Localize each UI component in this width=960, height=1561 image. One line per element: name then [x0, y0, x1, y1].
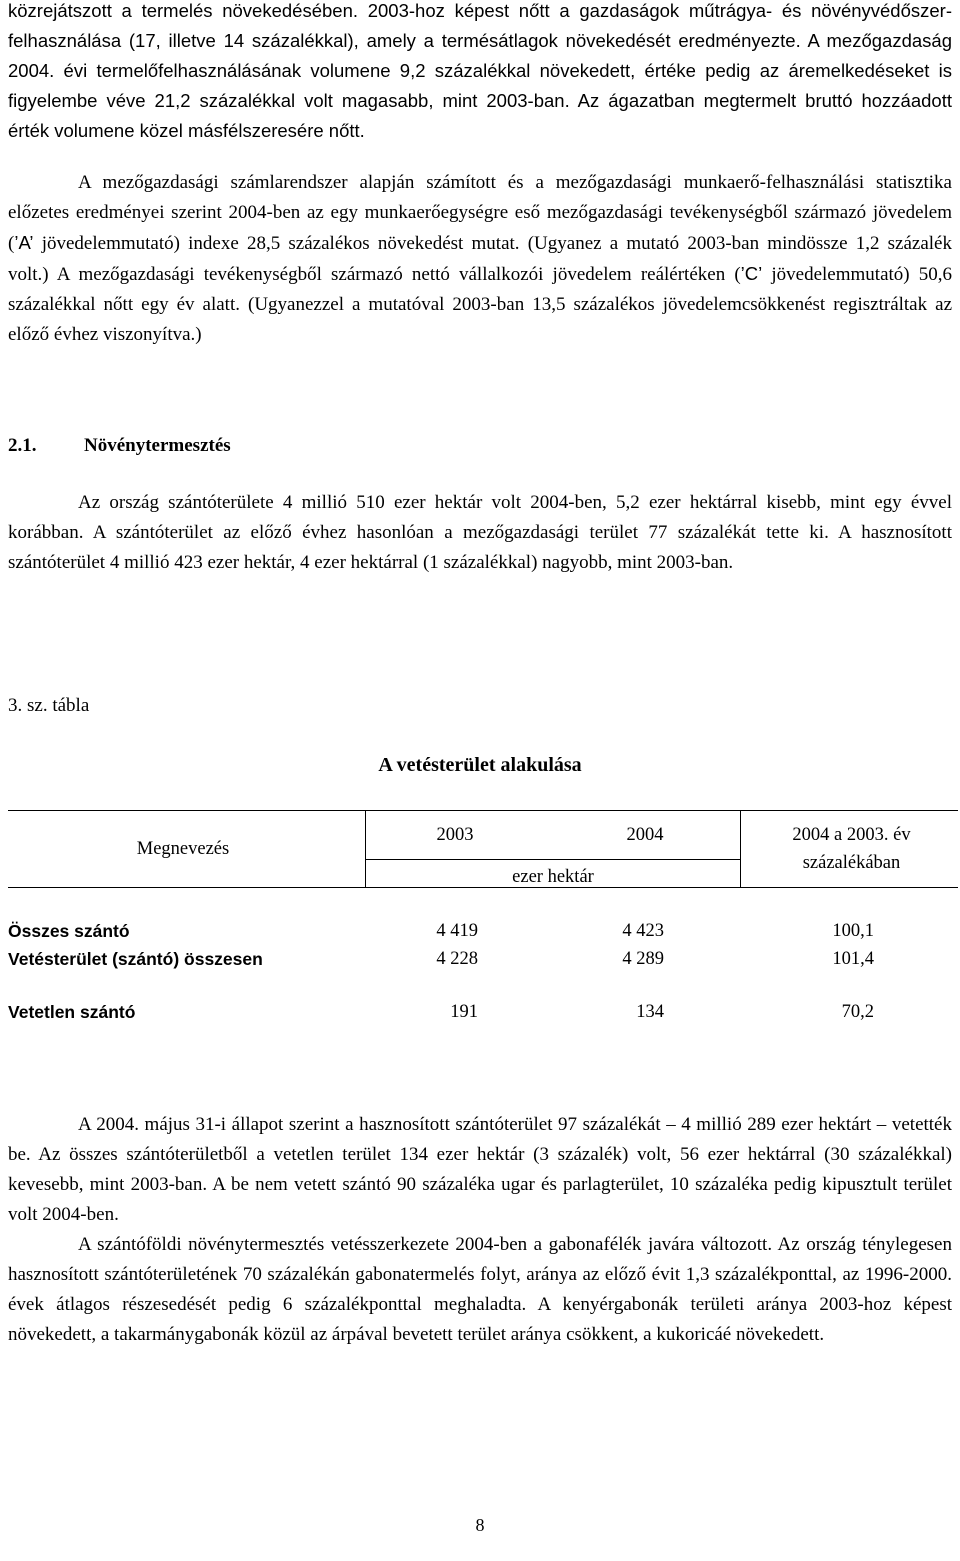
section-heading: [8, 432, 231, 460]
section-number: 2.1.: [8, 435, 37, 456]
paragraph-crop-structure: [8, 1230, 952, 1350]
row-unsown-2004: 134: [636, 1002, 664, 1022]
row-total-arable-2003: 4 419: [436, 921, 478, 941]
row-sown-area-2003: 4 228: [436, 949, 478, 969]
header-unit: ezer hektár: [512, 867, 594, 887]
row-total-arable-pct: 100,1: [832, 921, 874, 941]
header-2003: 2003: [436, 825, 474, 845]
paragraph-income: [8, 168, 952, 350]
row-sown-area-2004: 4 289: [622, 949, 664, 969]
row-sown-area-pct: 101,4: [832, 949, 874, 969]
table-unit-rule: [366, 859, 740, 860]
row-total-arable-label: Összes szántó: [8, 921, 130, 941]
row-unsown-label: Vetetlen szántó: [8, 1002, 136, 1022]
paragraph-crop-structure-text: A szántóföldi növénytermesztés vetésszerkezete 2004-ben a gabonafélék javára változott. Az ország ténylegesen hasznosított szántóterületének 70 százalékán gabonatermelés folyt, aránya az előző évit 1,3 százalékponttal, az 1996-2000. évek átlagos részesedését pedig 6 százalékponttal meghaladta. A kenyérgabonák területi aránya 2003-hoz képest növekedett, a takarmánygabonák közül az árpával bevetett terület aránya csökkent, a kukoricáé növekedett.: [8, 1234, 952, 1345]
paragraph-sown-status-text: A 2004. május 31-i állapot szerint a hasznosított szántóterület 97 százalékát – 4 millió 289 ezer hektárt – vetették be. Az összes szántóterületből a vetetlen terület 134 ezer hektár (3 százalék) volt, 56 ezer hektárral (30 százalékkal) kevesebb, mint 2003-ban. A be nem vetett szántó 90 százaléka ugar és parlagterület, 10 százaléka pedig kipusztult terület volt 2004-ben.: [8, 1114, 952, 1225]
header-pct-line2: százalékában: [802, 853, 901, 873]
table-top-rule: [8, 810, 958, 811]
header-2004: 2004: [626, 825, 664, 845]
section-title: Növénytermesztés: [84, 435, 231, 456]
paragraph-arable-land-text: Az ország szántóterülete 4 millió 510 ezer hektár volt 2004-ben, 5,2 ezer hektárral kisebb, mint egy évvel korábban. A szántóterület az előző évhez hasonlóan a mezőgazdasági terület 77 százalékát tette ki. A hasznosított szántóterület 4 millió 423 ezer hektár, 4 ezer hektárral (1 százalékkal) nagyobb, mint 2003-ban.: [8, 492, 952, 573]
table-divider-right: [740, 810, 741, 888]
header-name: Megnevezés: [136, 839, 230, 859]
paragraph-sown-status: [8, 1110, 952, 1230]
paragraph-intro: [8, 0, 952, 146]
indicator-c-label: ’C’: [740, 263, 763, 284]
table-title: A vetésterület alakulása: [378, 754, 582, 776]
header-pct-line1: 2004 a 2003. év: [792, 825, 911, 845]
paragraph-arable-land: [8, 488, 952, 578]
row-sown-area-label: Vetésterület (szántó) összesen: [8, 949, 263, 969]
paragraph-intro-text: közrejátszott a termelés növekedésében. 2003-hoz képest nőtt a gazdaságok műtrágya- és növényvédőszer-felhasználása (17, illetve 14 százalékkal), amely a termésátlagok növekedését eredményezte. A mezőgazdaság 2004. évi termelőfelhasználásának volumene 9,2 százalékkal növekedett, értéke pedig az áremelkedéseket is figyelembe véve 21,2 százalékkal volt magasabb, mint 2003-ban. Az ágazatban megtermelt bruttó hozzáadott érték volumene közel másfélszeresére nőtt.: [8, 0, 952, 141]
paragraph-income-text-3: jövedelemmutató) 50,6 százalékkal nőtt egy év alatt. (Ugyanezzel a mutatóval 2003-ban 13,5 százalékos jövedelemcsökkenést regisztráltak az előző évhez viszonyítva.): [8, 264, 952, 345]
row-unsown-pct: 70,2: [841, 1002, 874, 1022]
page-number: 8: [475, 1515, 485, 1535]
paragraph-income-text-2: jövedelemmutató) indexe 28,5 százalékos növekedést mutat. (Ugyanez a mutató 2003-ban mindössze 1,2 százalék volt.) A mezőgazdasági tevékenységből származó nettó vállalkozói jövedelem reálértéken (: [8, 233, 952, 285]
row-total-arable-2004: 4 423: [622, 921, 664, 941]
paragraph-income-text-1: A mezőgazdasági számlarendszer alapján számított és a mezőgazdasági munkaerő-felhasználási statisztika előzetes eredményei szerint 2004-ben az egy munkaerőegységre eső mezőgazdasági tevékenységből származó jövedelem (: [8, 172, 952, 254]
row-unsown-2003: 191: [450, 1002, 478, 1022]
table-label: 3. sz. tábla: [8, 695, 90, 716]
indicator-a-label: ’A’: [14, 232, 34, 253]
